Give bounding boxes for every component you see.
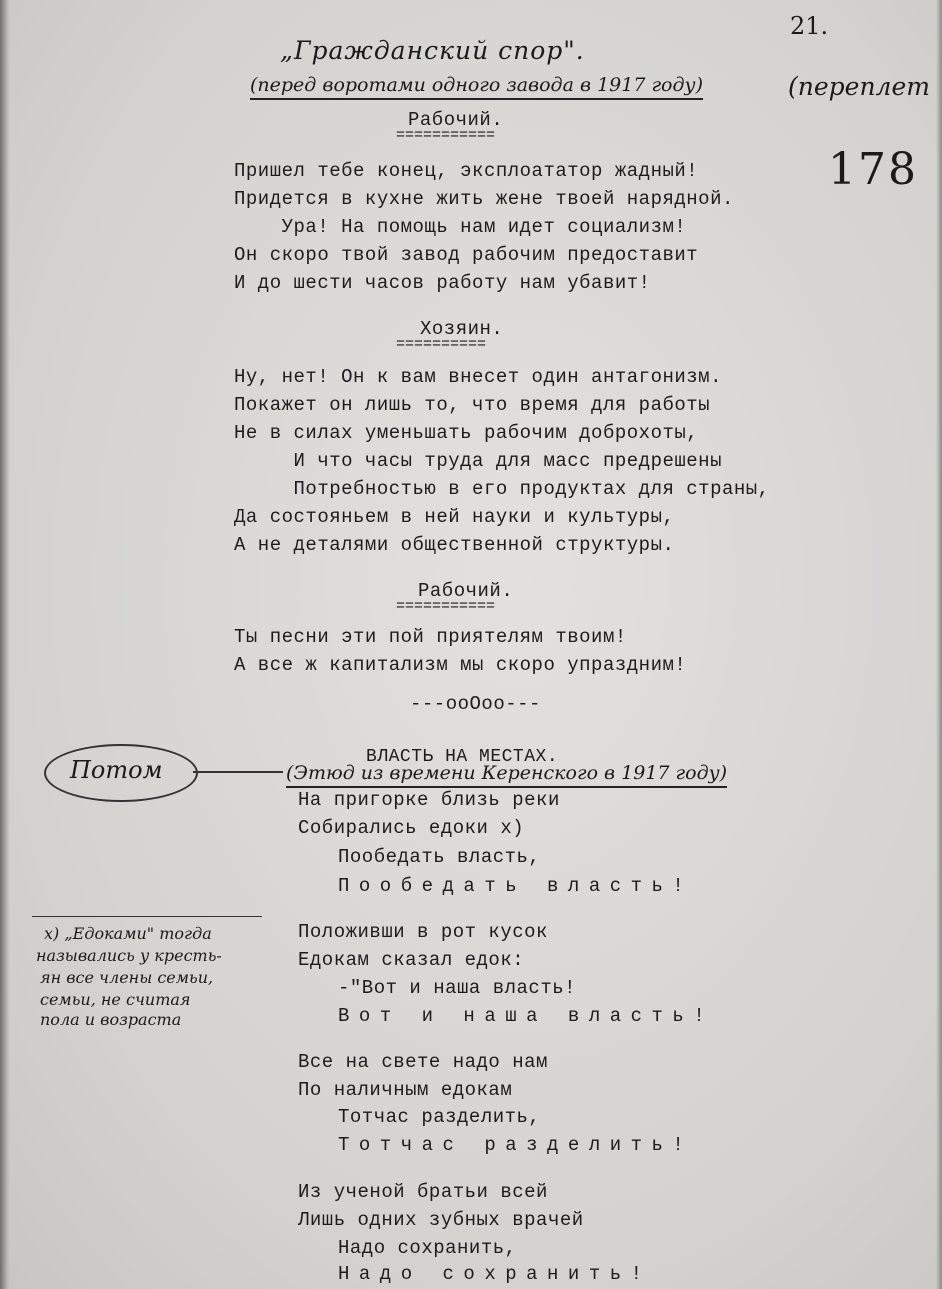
verse-line: Ну, нет! Он к вам внесет один антагонизм. — [234, 366, 722, 388]
verse-line: Лишь одних зубных врачей — [298, 1209, 584, 1231]
footnote-line: ян все члены семьи, — [40, 968, 214, 987]
verse-line: Положивши в рот кусок — [298, 921, 548, 943]
section-divider: ---ooOoo--- — [410, 693, 541, 715]
verse-line: Все на свете надо нам — [298, 1051, 548, 1073]
verse-line: Ура! На помощь нам идет социализм! — [234, 216, 687, 238]
footnote-line: пола и возраста — [40, 1010, 182, 1029]
speaker-worker: Рабочий. — [408, 109, 504, 131]
verse-line: Едокам сказал едок: — [298, 949, 525, 971]
verse-line: -"Вот и наша власть! — [338, 977, 577, 999]
footnote-line: x) „Едоками" тогда — [44, 924, 212, 943]
verse-line: По наличным едокам — [298, 1079, 513, 1101]
verse-line: А не деталями общественной структуры. — [234, 534, 675, 556]
speaker-owner: Хозяин. — [420, 318, 504, 340]
speaker-worker-2: Рабочий. — [418, 580, 514, 602]
verse-line: Собирались едоки x) — [298, 817, 525, 839]
poem-title: ВЛАСТЬ НА МЕСТАХ. — [366, 747, 559, 767]
footnote-line: назывались у кресть- — [36, 946, 222, 965]
verse-line: И до шести часов работу нам убавит! — [234, 272, 651, 294]
note-arrow-line — [193, 771, 283, 773]
poem-subtitle-handwritten: (Этюд из времени Керенского в 1917 году) — [286, 762, 727, 788]
circled-note — [44, 744, 198, 802]
verse-line: Пообедать власть, — [338, 846, 541, 868]
handwritten-subtitle: (перед воротами одного завода в 1917 году) — [250, 74, 703, 100]
verse-line: Не в силах уменьшать рабочим доброхоты, — [234, 422, 699, 444]
circled-note-text: Потом — [70, 756, 163, 784]
handwritten-title: „Гражданский спор". — [280, 36, 585, 65]
page-edge-right — [936, 0, 942, 1289]
verse-line: Покажет он лишь то, что время для работы — [234, 394, 711, 416]
margin-number-right: 178 — [828, 144, 918, 195]
verse-line: Из ученой братьи всей — [298, 1181, 548, 1203]
verse-line: Он скоро твой завод рабочим предоставит — [234, 244, 699, 266]
verse-line: А все ж капитализм мы скоро упраздним! — [234, 654, 687, 676]
verse-line: Тотчас разделить, — [338, 1106, 541, 1128]
footnote-rule — [32, 916, 262, 917]
verse-line: Придется в кухне жить жене твоей нарядной. — [234, 188, 734, 210]
footnote-line: семьи, не считая — [40, 990, 191, 1009]
verse-line-spaced: Вот и наша власть! — [338, 1005, 715, 1027]
verse-line: Пришел тебе конец, эксплоататор жадный! — [234, 160, 699, 182]
speaker-underline: =========== — [396, 127, 496, 144]
verse-line-spaced: Тотчас разделить! — [338, 1134, 694, 1156]
page-number: 21. — [790, 12, 829, 40]
page-edge-left — [0, 0, 10, 1289]
verse-line-spaced: Надо сохранить! — [338, 1263, 652, 1285]
verse-line: Да состояньем в ней науки и культуры, — [234, 506, 675, 528]
verse-line: Потребностью в его продуктах для страны, — [234, 478, 770, 500]
verse-line-spaced: Пообедать власть! — [338, 875, 694, 897]
speaker-underline: =========== — [396, 598, 496, 615]
verse-line: На пригорке близь реки — [298, 789, 560, 811]
speaker-underline: ========== — [396, 336, 487, 353]
verse-line: Надо сохранить, — [338, 1237, 517, 1259]
margin-note-right: (переплет — [788, 72, 930, 101]
verse-line: И что часы труда для масс предрешены — [234, 450, 722, 472]
verse-line: Ты песни эти пой приятелям твоим! — [234, 626, 627, 648]
